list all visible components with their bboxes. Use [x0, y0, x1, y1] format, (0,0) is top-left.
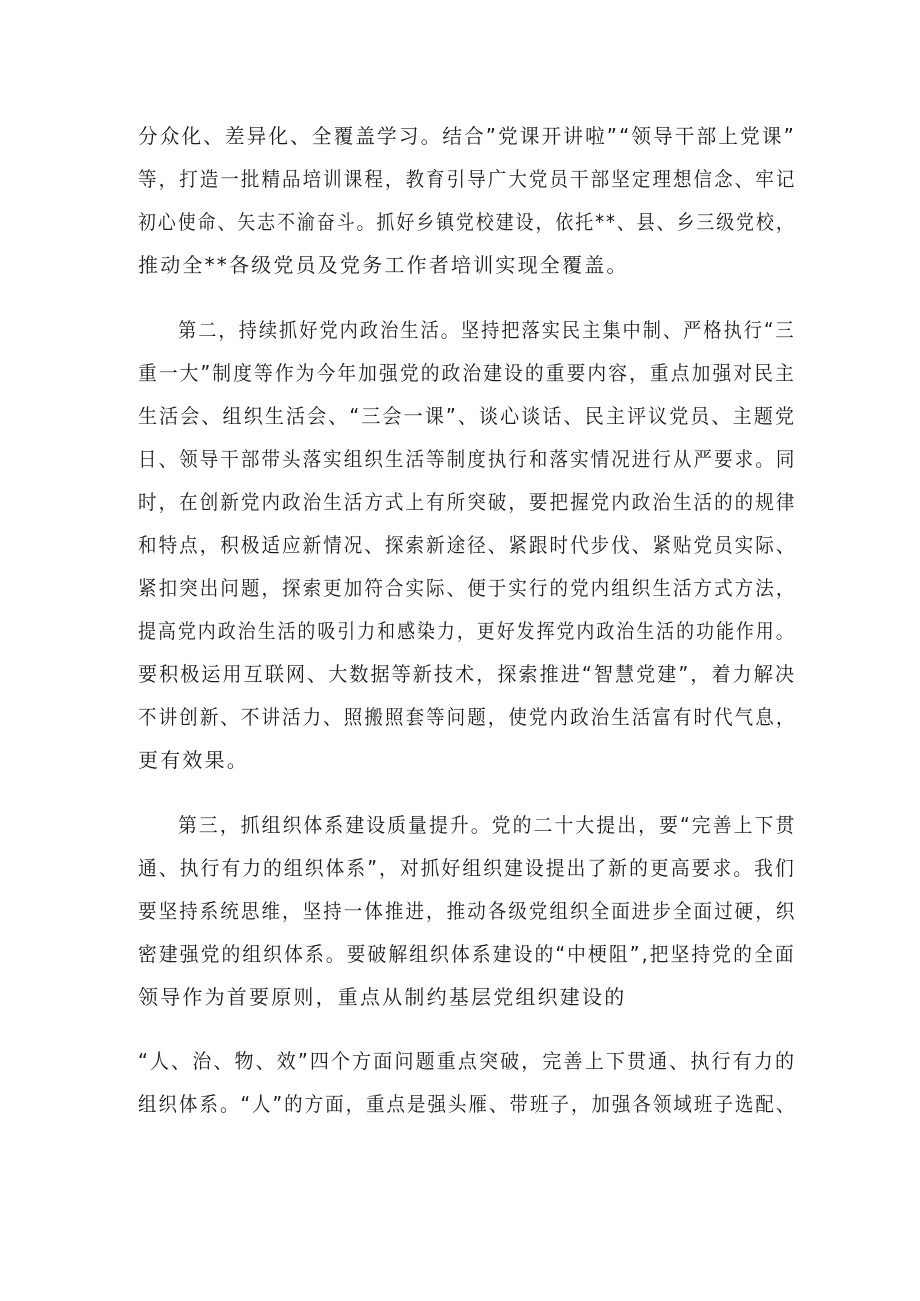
text-line: “人、治、物、效”四个方面问题重点突破，完善上下贯通、执行有力的	[138, 1049, 797, 1073]
text-line: 等，打造一批精品培训课程，教育引导广大党员干部坚定理想信念、牢记	[138, 167, 797, 191]
text-line: 提高党内政治生活的吸引力和感染力，更好发挥党内政治生活的功能作用。	[138, 619, 796, 643]
text-line: 组织体系。“人”的方面，重点是强头雁、带班子，加强各领域班子选配、	[138, 1092, 797, 1116]
text-line: 时，在创新党内政治生活方式上有所突破，要把握党内政治生活的的规律	[138, 490, 797, 514]
text-line: 和特点，积极适应新情况、探索新途径、紧跟时代步伐、紧贴党员实际、	[138, 533, 797, 557]
text-line: 不讲创新、不讲活力、照搬照套等问题，使党内政治生活富有时代气息，	[138, 705, 797, 729]
text-line: 日、领导干部带头落实组织生活等制度执行和落实情况进行从严要求。同	[138, 447, 797, 471]
text-line: 生活会、组织生活会、“三会一课”、谈心谈话、民主评议党员、主题党	[138, 404, 797, 428]
text-line: 要积极运用互联网、大数据等新技术，探索推进“智慧党建”，着力解决	[138, 662, 797, 686]
text-line: 通、执行有力的组织体系”，对抓好组织建设提出了新的更高要求。我们	[138, 856, 796, 880]
text-line: 重一大”制度等作为今年加强党的政治建设的重要内容，重点加强对民主	[138, 361, 796, 385]
text-line: 推动全**各级党员及党务工作者培训实现全覆盖。	[138, 253, 629, 277]
text-line: 分众化、差异化、全覆盖学习。结合”党课开讲啦”“领导干部上党课”	[138, 124, 796, 148]
text-line: 更有效果。	[138, 748, 249, 772]
text-line: 紧扣突出问题，探索更加符合实际、便于实行的党内组织生活方式方法，	[138, 576, 797, 600]
text-line: 初心使命、矢志不渝奋斗。抓好乡镇党校建设，依托**、县、乡三级党校，	[138, 210, 796, 234]
text-line: 密建强党的组织体系。要破解组织体系建设的“中梗阻”,把坚持党的全面	[138, 942, 796, 966]
text-line: 第三，抓组织体系建设质量提升。党的二十大提出，要“完善上下贯	[178, 813, 797, 837]
text-line: 要坚持系统思维，坚持一体推进，推动各级党组织全面进步全面过硬，织	[138, 899, 797, 923]
text-line: 第二，持续抓好党内政治生活。坚持把落实民主集中制、严格执行“三	[178, 318, 796, 342]
text-line: 领导作为首要原则，重点从制约基层党组织建设的	[138, 985, 627, 1009]
